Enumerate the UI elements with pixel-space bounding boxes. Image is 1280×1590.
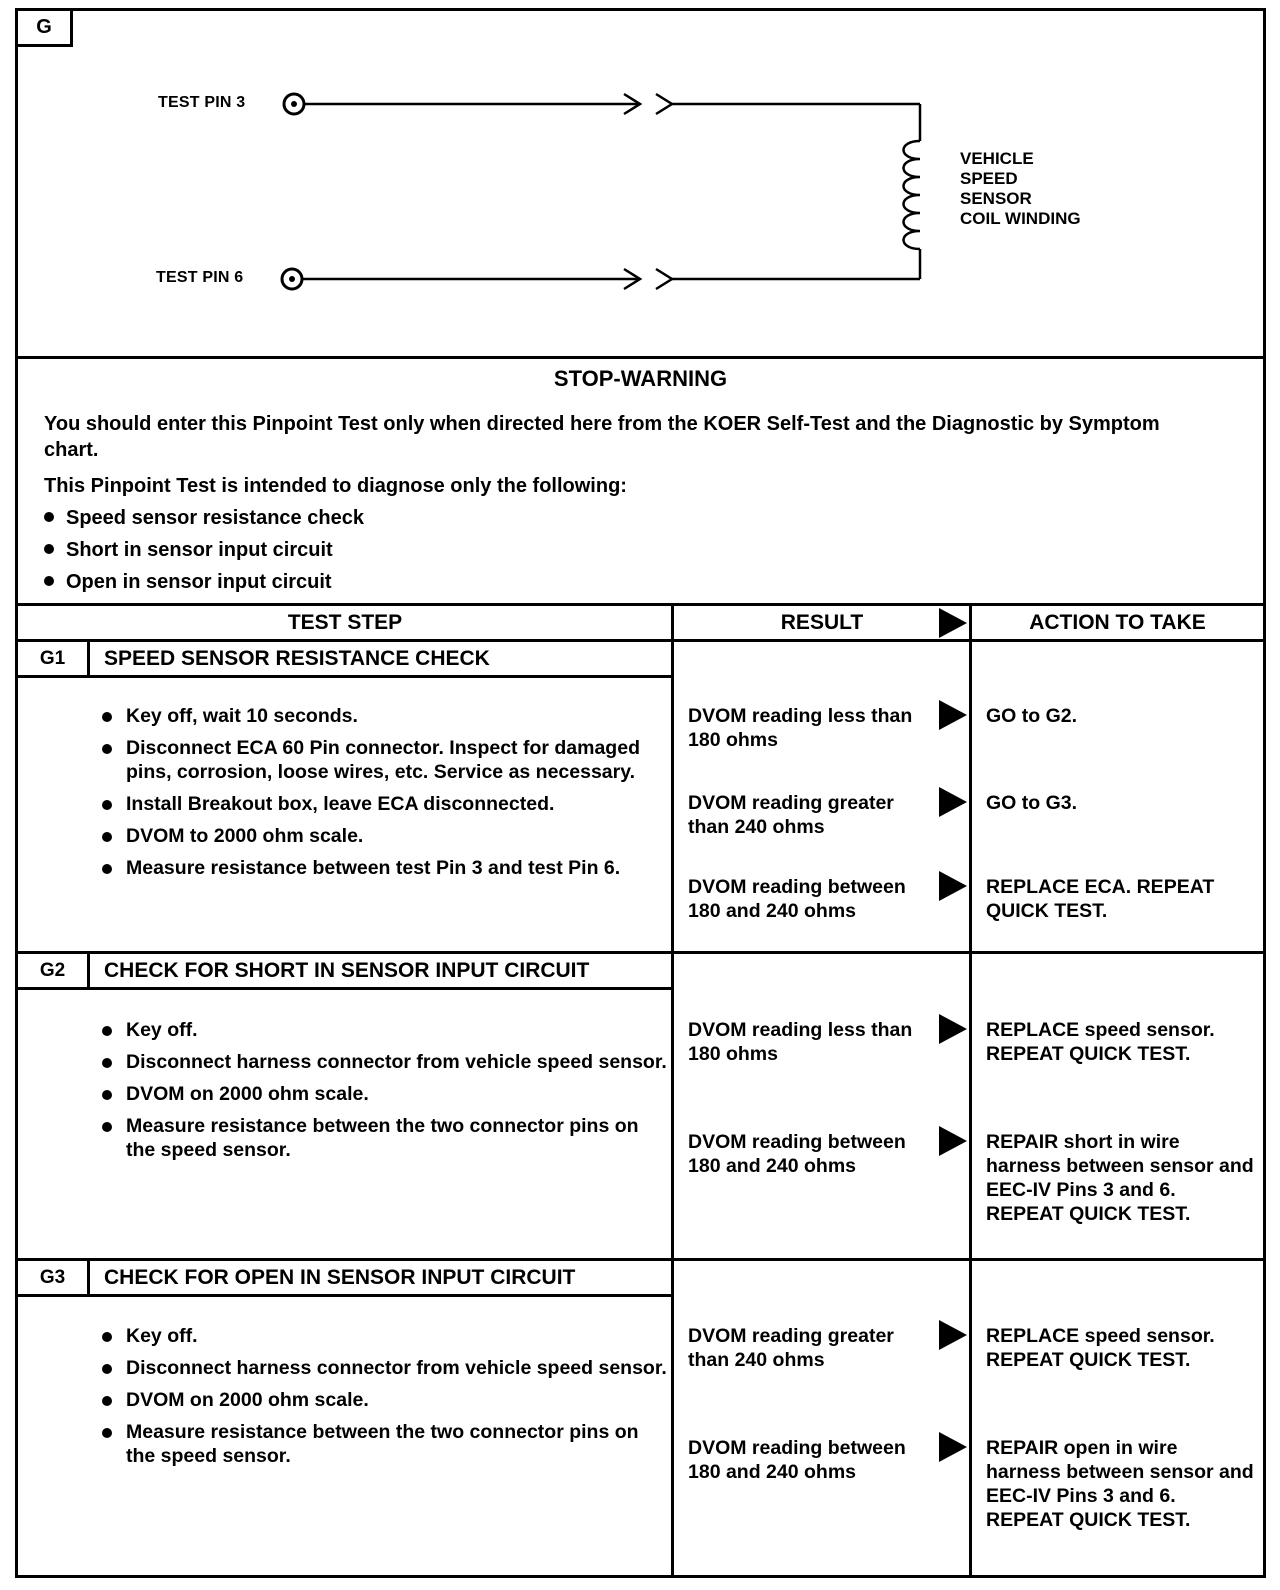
- warning-title: STOP-WARNING: [553, 366, 728, 391]
- result-arrow-icon: [939, 1126, 967, 1156]
- action-text: REPLACE speed sensor. REPEAT QUICK TEST.: [986, 1019, 1215, 1065]
- action-text: GO to G2.: [986, 705, 1078, 727]
- bullet-icon: [44, 512, 54, 522]
- list-item: DVOM on 2000 ohm scale.: [102, 1388, 670, 1412]
- step-procedure: [102, 704, 662, 888]
- list-item: Key off.: [102, 1324, 670, 1348]
- bullet-icon: [102, 1122, 112, 1132]
- warning-paragraph: This Pinpoint Test is intended to diagnose only the following:: [44, 475, 627, 497]
- result-text: DVOM reading less than 180 ohms: [688, 705, 913, 751]
- bullet-icon: [102, 1428, 112, 1438]
- bullet-icon: [102, 800, 112, 810]
- result-arrow-icon: [939, 787, 967, 817]
- wiring-diagram: [18, 11, 1263, 356]
- list-item: Disconnect harness connector from vehicle speed sensor.: [102, 1050, 670, 1074]
- warning-body: [44, 411, 1194, 599]
- header-action: ACTION TO TAKE: [972, 606, 1263, 642]
- result-arrow-icon: [939, 700, 967, 730]
- pin6-label: TEST PIN 6: [156, 269, 244, 286]
- bullet-icon: [44, 576, 54, 586]
- warning-list: [44, 503, 1194, 599]
- list-item: Measure resistance between test Pin 3 and test Pin 6.: [102, 856, 662, 880]
- result-arrow-icon: [939, 871, 967, 901]
- step-title: CHECK FOR SHORT IN SENSOR INPUT CIRCUIT: [104, 959, 590, 982]
- action-text: REPAIR short in wire harness between sensor and EEC-IV Pins 3 and 6. REPEAT QUICK TEST.: [986, 1131, 1254, 1225]
- step-header: [18, 642, 672, 678]
- header-test-step: TEST STEP: [18, 606, 672, 642]
- action-text: GO to G3.: [986, 792, 1078, 814]
- list-item: Measure resistance between the two connector pins on the speed sensor.: [102, 1114, 670, 1162]
- list-item: Speed sensor resistance check: [44, 503, 1194, 535]
- pinpoint-test-sheet: [15, 8, 1266, 1578]
- test-table: [18, 603, 1263, 1575]
- bullet-icon: [102, 712, 112, 722]
- step-procedure: [102, 1018, 670, 1170]
- result-text: DVOM reading greater than 240 ohms: [688, 792, 894, 838]
- step-id: G2: [18, 954, 90, 987]
- bullet-icon: [44, 544, 54, 554]
- step-header: [18, 1261, 672, 1297]
- step-procedure: [102, 1324, 670, 1476]
- list-item: DVOM to 2000 ohm scale.: [102, 824, 662, 848]
- step-title: SPEED SENSOR RESISTANCE CHECK: [104, 647, 490, 670]
- result-text: DVOM reading greater than 240 ohms: [688, 1325, 894, 1371]
- result-text: DVOM reading between 180 and 240 ohms: [688, 876, 906, 922]
- bullet-icon: [102, 1058, 112, 1068]
- step-header: [18, 954, 672, 990]
- step-title: CHECK FOR OPEN IN SENSOR INPUT CIRCUIT: [104, 1266, 576, 1289]
- action-text: REPLACE ECA. REPEAT QUICK TEST.: [986, 876, 1215, 922]
- step-id: G1: [18, 642, 90, 675]
- result-arrow-icon: [939, 1320, 967, 1350]
- warning-paragraph: You should enter this Pinpoint Test only when directed here from the KOER Self-Test and the Diagnostic by Symptom chart.: [44, 413, 1160, 461]
- list-item: Disconnect ECA 60 Pin connector. Inspect for damaged pins, corrosion, loose wires, etc. Service as necessary.: [102, 736, 662, 784]
- coil-winding-icon: [904, 141, 921, 249]
- action-text: REPAIR open in wire harness between sensor and EEC-IV Pins 3 and 6. REPEAT QUICK TEST.: [986, 1437, 1254, 1531]
- bullet-icon: [102, 832, 112, 842]
- list-item: Measure resistance between the two connector pins on the speed sensor.: [102, 1420, 670, 1468]
- bullet-icon: [102, 1364, 112, 1374]
- list-item: Disconnect harness connector from vehicle speed sensor.: [102, 1356, 670, 1380]
- result-text: DVOM reading between 180 and 240 ohms: [688, 1437, 906, 1483]
- bullet-icon: [102, 1026, 112, 1036]
- bullet-icon: [102, 864, 112, 874]
- bullet-icon: [102, 1332, 112, 1342]
- result-arrow-icon: [939, 1014, 967, 1044]
- bullet-icon: [102, 1090, 112, 1100]
- list-item: Key off, wait 10 seconds.: [102, 704, 662, 728]
- section-tag: G: [18, 11, 73, 47]
- header-result: RESULT: [672, 606, 972, 642]
- action-text: REPLACE speed sensor. REPEAT QUICK TEST.: [986, 1325, 1215, 1371]
- result-text: DVOM reading less than 180 ohms: [688, 1019, 913, 1065]
- result-arrow-icon: [939, 1432, 967, 1462]
- result-arrow-icon: [939, 608, 967, 638]
- bullet-icon: [102, 1396, 112, 1406]
- list-item: Install Breakout box, leave ECA disconnected.: [102, 792, 662, 816]
- result-text: DVOM reading between 180 and 240 ohms: [688, 1131, 906, 1177]
- coil-label: VEHICLE SPEED SENSOR COIL WINDING: [960, 149, 1081, 228]
- step-id: G3: [18, 1261, 90, 1294]
- list-item: DVOM on 2000 ohm scale.: [102, 1082, 670, 1106]
- stop-warning: [18, 356, 1263, 606]
- list-item: Open in sensor input circuit: [44, 567, 1194, 599]
- pin3-label: TEST PIN 3: [158, 94, 246, 111]
- bullet-icon: [102, 744, 112, 754]
- list-item: Short in sensor input circuit: [44, 535, 1194, 567]
- list-item: Key off.: [102, 1018, 670, 1042]
